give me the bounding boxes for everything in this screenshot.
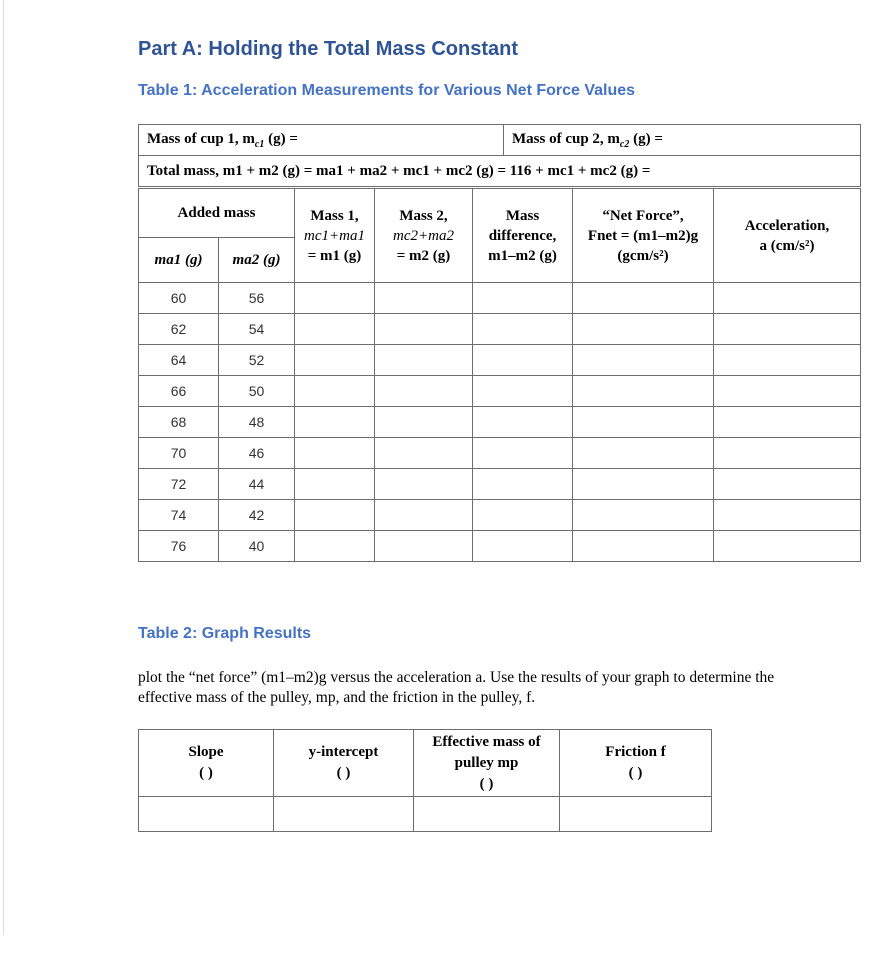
ma1-value: 64 <box>139 345 219 376</box>
mass2-input-cell[interactable] <box>375 500 473 531</box>
acceleration-input-cell[interactable] <box>714 531 861 562</box>
y-intercept-header: y-intercept ( ) <box>274 730 414 797</box>
page-left-border <box>3 0 4 935</box>
acceleration-table <box>138 188 861 562</box>
mass1-input-cell[interactable] <box>295 283 375 314</box>
acceleration-input-cell[interactable] <box>714 469 861 500</box>
mass1-header: Mass 1, mc1+ma1 = m1 (g) <box>295 189 375 283</box>
ma2-value: 56 <box>219 283 295 314</box>
table-row <box>139 345 861 376</box>
net-force-input-cell[interactable] <box>573 314 714 345</box>
table-row <box>139 314 861 345</box>
mass1-input-cell[interactable] <box>295 314 375 345</box>
acceleration-input-cell[interactable] <box>714 345 861 376</box>
mass-difference-input-cell[interactable] <box>473 283 573 314</box>
ma1-value: 60 <box>139 283 219 314</box>
mass2-input-cell[interactable] <box>375 345 473 376</box>
ma2-value: 40 <box>219 531 295 562</box>
mass2-input-cell[interactable] <box>375 531 473 562</box>
net-force-input-cell[interactable] <box>573 469 714 500</box>
table-row <box>139 469 861 500</box>
effective-mass-input-cell[interactable] <box>414 797 560 832</box>
mass-difference-input-cell[interactable] <box>473 314 573 345</box>
net-force-input-cell[interactable] <box>573 531 714 562</box>
table-row <box>139 438 861 469</box>
slope-input-cell[interactable] <box>139 797 274 832</box>
ma2-header: ma2 (g) <box>219 238 295 283</box>
acceleration-input-cell[interactable] <box>714 438 861 469</box>
mass2-input-cell[interactable] <box>375 314 473 345</box>
mass2-input-cell[interactable] <box>375 376 473 407</box>
mass1-input-cell[interactable] <box>295 376 375 407</box>
graph-results-table <box>138 729 712 832</box>
mass1-input-cell[interactable] <box>295 407 375 438</box>
ma1-value: 76 <box>139 531 219 562</box>
ma2-value: 42 <box>219 500 295 531</box>
table-row <box>139 500 861 531</box>
mass1-input-cell[interactable] <box>295 469 375 500</box>
ma2-value: 54 <box>219 314 295 345</box>
net-force-input-cell[interactable] <box>573 376 714 407</box>
net-force-input-cell[interactable] <box>573 283 714 314</box>
table1-title: Table 1: Acceleration Measurements for Various Net Force Values <box>138 82 636 99</box>
mass2-input-cell[interactable] <box>375 283 473 314</box>
friction-header: Friction f ( ) <box>560 730 712 797</box>
acceleration-input-cell[interactable] <box>714 500 861 531</box>
total-mass-text: Total mass, m1 + m2 (g) = ma1 + ma2 + mc1 + mc2 (g) = 116 + mc1 + mc2 (g) = <box>147 162 651 179</box>
table2-title: Table 2: Graph Results <box>138 625 312 642</box>
mass-difference-header: Mass difference, m1–m2 (g) <box>473 189 573 283</box>
acceleration-input-cell[interactable] <box>714 314 861 345</box>
ma2-value: 46 <box>219 438 295 469</box>
ma1-value: 70 <box>139 438 219 469</box>
table-row <box>139 531 861 562</box>
acceleration-header: Acceleration, a (cm/s²) <box>714 189 861 283</box>
ma1-value: 74 <box>139 500 219 531</box>
net-force-input-cell[interactable] <box>573 438 714 469</box>
table-row <box>139 407 861 438</box>
mass-difference-input-cell[interactable] <box>473 407 573 438</box>
net-force-input-cell[interactable] <box>573 345 714 376</box>
mass-difference-input-cell[interactable] <box>473 438 573 469</box>
ma1-header: ma1 (g) <box>139 238 219 283</box>
mass2-header: Mass 2, mc2+ma2 = m2 (g) <box>375 189 473 283</box>
mass-difference-input-cell[interactable] <box>473 345 573 376</box>
mass-cup2-cell[interactable]: Mass of cup 2, $m_{c2}$ (g) = <box>504 125 861 156</box>
graph-instructions: plot the “net force” (m1–m2)g versus the acceleration a. Use the results of your graph to determine the effective mass of the pulley, mp, and the friction in the pulley, f. <box>138 669 775 706</box>
mass-difference-input-cell[interactable] <box>473 469 573 500</box>
friction-input-cell[interactable] <box>560 797 712 832</box>
acceleration-input-cell[interactable] <box>714 283 861 314</box>
ma1-value: 66 <box>139 376 219 407</box>
mass-difference-input-cell[interactable] <box>473 500 573 531</box>
ma2-value: 48 <box>219 407 295 438</box>
part-a-heading: Part A: Holding the Total Mass Constant <box>138 38 519 60</box>
ma1-value: 62 <box>139 314 219 345</box>
total-mass-cell[interactable] <box>139 156 861 187</box>
added-mass-header: Added mass <box>139 189 295 238</box>
y-intercept-input-cell[interactable] <box>274 797 414 832</box>
table-row <box>139 376 861 407</box>
ma1-value: 72 <box>139 469 219 500</box>
net-force-input-cell[interactable] <box>573 407 714 438</box>
mass2-input-cell[interactable] <box>375 469 473 500</box>
ma1-value: 68 <box>139 407 219 438</box>
slope-header: Slope ( ) <box>139 730 274 797</box>
net-force-header: “Net Force”, Fnet = (m1–m2)g (gcm/s²) <box>573 189 714 283</box>
mass2-input-cell[interactable] <box>375 407 473 438</box>
mass1-input-cell[interactable] <box>295 438 375 469</box>
ma2-value: 50 <box>219 376 295 407</box>
mass1-input-cell[interactable] <box>295 500 375 531</box>
mass1-input-cell[interactable] <box>295 531 375 562</box>
mass-cup1-cell[interactable]: Mass of cup 1, $m_{c1}$ (g) = <box>139 125 504 156</box>
table-row <box>139 283 861 314</box>
mass-difference-input-cell[interactable] <box>473 531 573 562</box>
acceleration-input-cell[interactable] <box>714 407 861 438</box>
mass2-input-cell[interactable] <box>375 438 473 469</box>
acceleration-input-cell[interactable] <box>714 376 861 407</box>
mass1-input-cell[interactable] <box>295 345 375 376</box>
effective-mass-header: Effective mass of pulley mp ( ) <box>414 730 560 797</box>
ma2-value: 44 <box>219 469 295 500</box>
ma2-value: 52 <box>219 345 295 376</box>
net-force-input-cell[interactable] <box>573 500 714 531</box>
mass-info-table <box>138 124 861 187</box>
mass-difference-input-cell[interactable] <box>473 376 573 407</box>
